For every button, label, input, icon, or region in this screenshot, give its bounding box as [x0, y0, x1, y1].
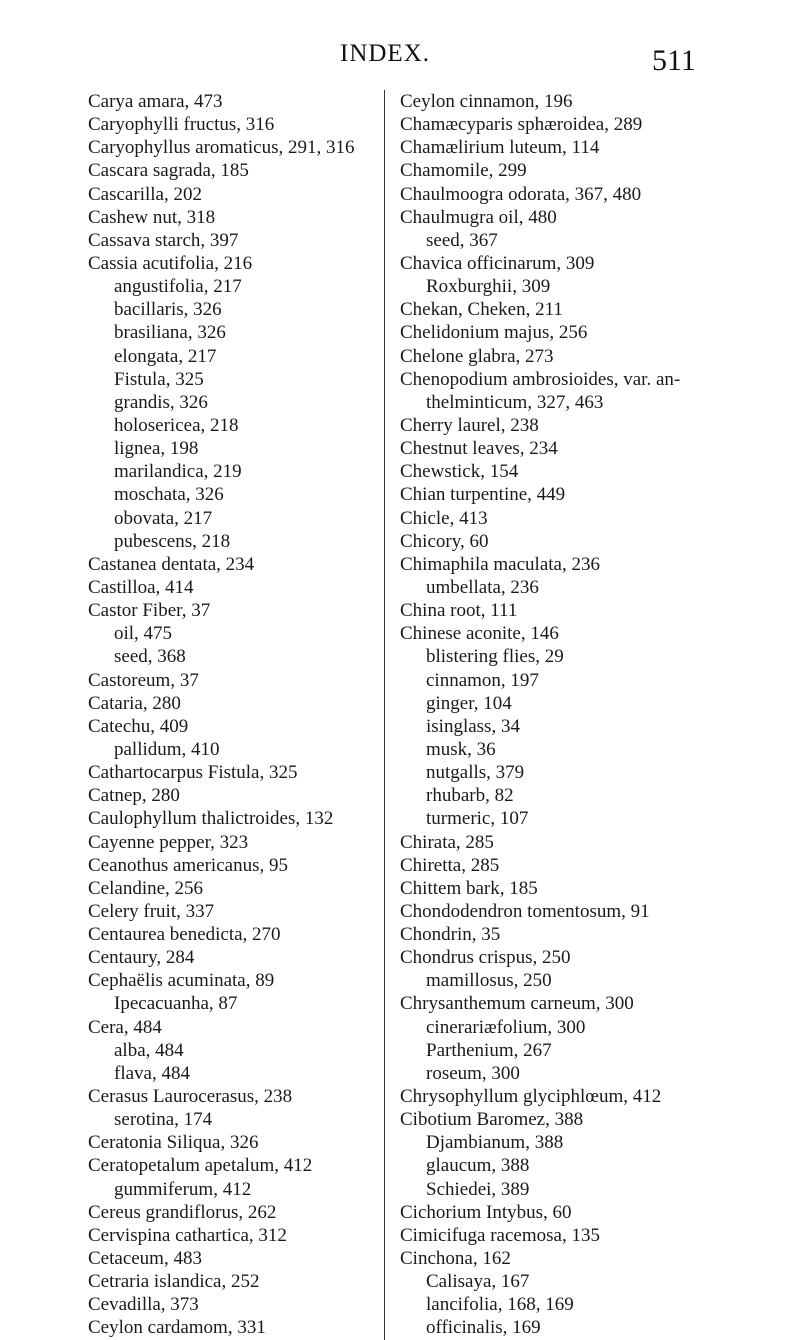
index-subentry: brasiliana, 326 — [114, 322, 226, 344]
index-subentry: seed, 367 — [426, 229, 498, 251]
index-subentry: glaucum, 388 — [426, 1155, 530, 1177]
index-entry: Cassia acutifolia, 216 — [88, 252, 253, 274]
index-entry: Chirata, 285 — [400, 831, 494, 853]
index-entry: Cherry laurel, 238 — [400, 414, 539, 436]
index-entry: Chamomile, 299 — [400, 160, 527, 182]
index-entry: Cera, 484 — [88, 1016, 162, 1038]
index-subentry: lancifolia, 168, 169 — [426, 1294, 574, 1316]
index-entry: Chimaphila maculata, 236 — [400, 553, 600, 575]
index-entry: Chrysanthemum carneum, 300 — [400, 993, 634, 1015]
index-entry: Caulophyllum thalictroides, 132 — [88, 808, 334, 830]
index-entry: Castanea dentata, 234 — [88, 553, 255, 575]
index-subentry: grandis, 326 — [114, 391, 208, 413]
index-entry: Cerasus Laurocerasus, 238 — [88, 1086, 293, 1108]
index-entry: Centaurea benedicta, 270 — [88, 924, 281, 946]
index-entry: Chamælirium luteum, 114 — [400, 137, 600, 159]
index-entry: Castoreum, 37 — [88, 669, 199, 691]
index-entry: Castor Fiber, 37 — [88, 600, 211, 622]
index-subentry: seed, 368 — [114, 646, 186, 668]
index-entry: Ceanothus americanus, 95 — [88, 854, 288, 876]
index-entry: Cereus grandiflorus, 262 — [88, 1201, 277, 1223]
index-entry: Cascarilla, 202 — [88, 183, 202, 205]
index-entry: Chewstick, 154 — [400, 461, 519, 483]
index-subentry: Calisaya, 167 — [426, 1271, 530, 1293]
index-entry: Cascara sagrada, 185 — [88, 160, 249, 182]
index-subentry: pallidum, 410 — [114, 738, 220, 760]
index-entry: Ceylon cardamom, 331 — [88, 1317, 266, 1339]
index-entry: Catnep, 280 — [88, 785, 180, 807]
index-subentry: marilandica, 219 — [114, 461, 242, 483]
index-subentry: Ipecacuanha, 87 — [114, 993, 238, 1015]
index-entry: Chaulmugra oil, 480 — [400, 206, 557, 228]
index-entry: Cibotium Baromez, 388 — [400, 1109, 584, 1131]
index-subentry: cinnamon, 197 — [426, 669, 539, 691]
index-subentry: umbellata, 236 — [426, 576, 539, 598]
index-entry: Chicory, 60 — [400, 530, 489, 552]
index-subentry: rhubarb, 82 — [426, 785, 514, 807]
index-entry: Chenopodium ambrosioides, var. an- — [400, 368, 681, 390]
index-subentry: Fistula, 325 — [114, 368, 204, 390]
index-subentry: pubescens, 218 — [114, 530, 231, 552]
index-subentry: mamillosus, 250 — [426, 970, 552, 992]
index-subentry: Roxburghii, 309 — [426, 276, 551, 298]
index-entry: Chestnut leaves, 234 — [400, 438, 558, 460]
index-entry: Cassava starch, 397 — [88, 229, 239, 251]
index-entry: Chondodendron tomentosum, 91 — [400, 900, 650, 922]
index-subentry: moschata, 326 — [114, 484, 224, 506]
index-entry: Chelone glabra, 273 — [400, 345, 554, 367]
index-entry: Cayenne pepper, 323 — [88, 831, 249, 853]
index-entry: Cephaëlis acuminata, 89 — [88, 970, 275, 992]
index-subentry: obovata, 217 — [114, 507, 213, 529]
index-subentry: angustifolia, 217 — [114, 276, 242, 298]
index-subentry: alba, 484 — [114, 1039, 184, 1061]
index-subentry: Djambianum, 388 — [426, 1132, 564, 1154]
index-subentry: oil, 475 — [114, 623, 173, 645]
index-entry: Celandine, 256 — [88, 877, 204, 899]
index-entry: Chicle, 413 — [400, 507, 488, 529]
index-subentry: isinglass, 34 — [426, 715, 520, 737]
index-subentry: musk, 36 — [426, 738, 496, 760]
index-subentry: officinalis, 169 — [426, 1317, 541, 1339]
index-subentry: gummiferum, 412 — [114, 1178, 252, 1200]
index-entry: Cetraria islandica, 252 — [88, 1271, 260, 1293]
index-entry: Chondrus crispus, 250 — [400, 947, 571, 969]
index-entry: Chelidonium majus, 256 — [400, 322, 588, 344]
index-subentry: turmeric, 107 — [426, 808, 529, 830]
index-subentry: bacillaris, 326 — [114, 299, 222, 321]
index-entry: Chamæcyparis sphæroidea, 289 — [400, 114, 643, 136]
index-entry: Chrysophyllum glyciphlœum, 412 — [400, 1086, 662, 1108]
index-entry: Chavica officinarum, 309 — [400, 252, 595, 274]
index-entry: Chian turpentine, 449 — [400, 484, 566, 506]
index-entry: Cinchona, 162 — [400, 1248, 511, 1270]
index-entry: Cathartocarpus Fistula, 325 — [88, 762, 298, 784]
index-entry: Ceratopetalum apetalum, 412 — [88, 1155, 313, 1177]
running-head: INDEX. — [340, 40, 431, 67]
index-subentry: roseum, 300 — [426, 1062, 520, 1084]
index-entry: Chondrin, 35 — [400, 924, 501, 946]
index-column-left — [88, 90, 378, 1340]
index-subentry: lignea, 198 — [114, 438, 199, 460]
index-subentry: cinerariæfolium, 300 — [426, 1016, 586, 1038]
index-entry: Catechu, 409 — [88, 715, 189, 737]
index-entry: Ceratonia Siliqua, 326 — [88, 1132, 259, 1154]
index-entry: Chiretta, 285 — [400, 854, 500, 876]
page-number: 511 — [652, 44, 696, 77]
index-entry: Cashew nut, 318 — [88, 206, 216, 228]
index-subentry: thelminticum, 327, 463 — [426, 391, 604, 413]
index-entry: Cataria, 280 — [88, 692, 181, 714]
index-entry: Cichorium Intybus, 60 — [400, 1201, 572, 1223]
index-entry: Chekan, Cheken, 211 — [400, 299, 563, 321]
index-entry: Cimicifuga racemosa, 135 — [400, 1224, 600, 1246]
index-subentry: holosericea, 218 — [114, 414, 239, 436]
index-subentry: Parthenium, 267 — [426, 1039, 552, 1061]
index-entry: Chinese aconite, 146 — [400, 623, 559, 645]
index-subentry: flava, 484 — [114, 1062, 190, 1084]
index-column-right — [384, 90, 750, 1340]
index-entry: Cetaceum, 483 — [88, 1248, 202, 1270]
index-entry: Celery fruit, 337 — [88, 900, 215, 922]
index-subentry: Schiedei, 389 — [426, 1178, 530, 1200]
index-entry: Cervispina cathartica, 312 — [88, 1224, 287, 1246]
index-subentry: ginger, 104 — [426, 692, 512, 714]
index-entry: China root, 111 — [400, 600, 518, 622]
index-entry: Carya amara, 473 — [88, 91, 223, 112]
index-subentry: blistering flies, 29 — [426, 646, 564, 668]
index-entry: Castilloa, 414 — [88, 576, 194, 598]
index-entry: Ceylon cinnamon, 196 — [400, 91, 573, 112]
index-entry: Caryophylli fructus, 316 — [88, 114, 275, 136]
index-entry: Chaulmoogra odorata, 367, 480 — [400, 183, 642, 205]
index-subentry: elongata, 217 — [114, 345, 217, 367]
index-entry: Cevadilla, 373 — [88, 1294, 199, 1316]
index-entry: Chittem bark, 185 — [400, 877, 538, 899]
index-entry: Caryophyllus aromaticus, 291, 316 — [88, 137, 355, 159]
index-subentry: serotina, 174 — [114, 1109, 213, 1131]
index-subentry: nutgalls, 379 — [426, 762, 525, 784]
index-entry: Centaury, 284 — [88, 947, 195, 969]
